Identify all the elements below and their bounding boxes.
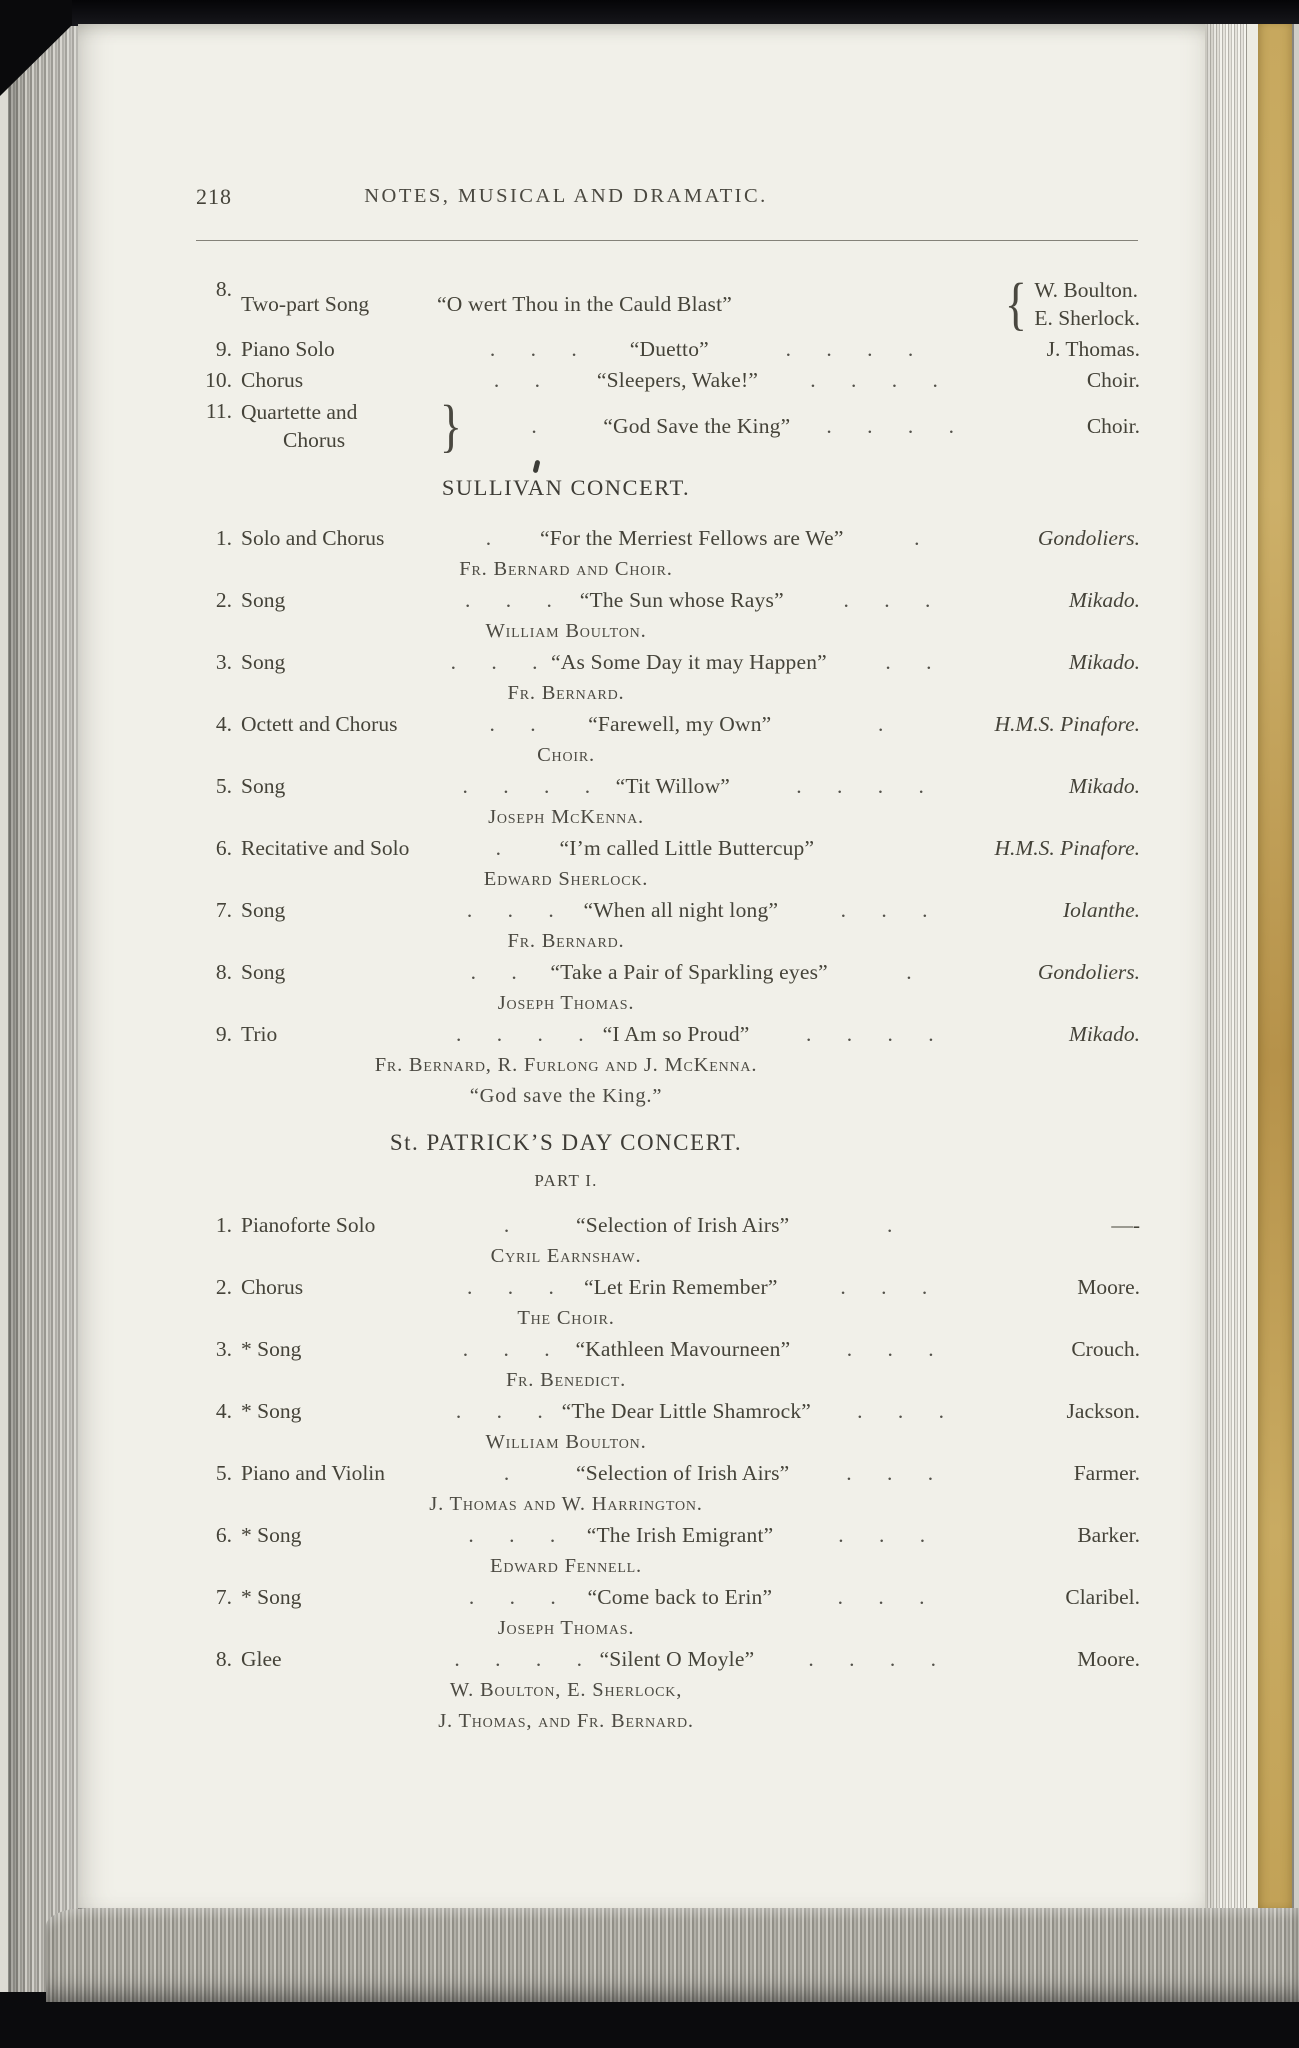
page-header <box>196 184 1140 214</box>
dot-leader: . . <box>885 650 932 674</box>
item-source: —- <box>1111 1213 1140 1237</box>
dot-leader: . . . <box>468 1523 556 1547</box>
item-title: “Sleepers, Wake!” <box>596 368 759 392</box>
program-item <box>196 957 1140 988</box>
item-kind: Solo and Chorus <box>241 526 385 550</box>
program-item <box>196 1272 1140 1303</box>
dot-leader: . . . <box>450 650 538 674</box>
item-source: Mikado. <box>1068 588 1140 612</box>
book-cover-top <box>0 0 1299 26</box>
dot-leader: . . . <box>464 588 552 612</box>
item-kind: Song <box>241 898 286 922</box>
dot-leader: . <box>503 1213 510 1237</box>
item-title: “Kathleen Mavourneen” <box>575 1337 791 1361</box>
page-number: 218 <box>196 184 232 209</box>
dot-leader: . . . . <box>456 1022 584 1046</box>
book-cover-bottom <box>0 2002 1299 2048</box>
program-item <box>196 895 1140 926</box>
item-kind: * Song <box>241 1399 302 1423</box>
dot-leader: . <box>914 526 920 550</box>
program-item <box>196 833 1140 864</box>
dot-leader: . . <box>493 368 541 392</box>
program-item <box>196 709 1140 740</box>
item-title: “Silent O Moyle” <box>599 1647 755 1671</box>
item-number: 8. <box>215 277 232 301</box>
dot-leader: . . . <box>838 1523 926 1547</box>
ink-smudge <box>533 460 541 474</box>
dot-leader: . . . <box>843 588 931 612</box>
program-item <box>196 1582 1140 1613</box>
performer-line: William Boulton. <box>485 1431 647 1453</box>
dot-leader: . . . <box>846 1337 934 1361</box>
brace-glyph: { <box>1005 271 1028 336</box>
item-source: Claribel. <box>1065 1585 1140 1609</box>
program-item <box>196 647 1140 678</box>
performer-line: Fr. Bernard. <box>507 682 625 704</box>
concert-heading <box>196 1126 936 1160</box>
item-number: 10. <box>205 368 232 392</box>
dot-leader: . <box>887 1213 893 1237</box>
part-heading: PART I. <box>534 1171 598 1190</box>
item-kind: Pianoforte Solo <box>241 1213 376 1237</box>
performer-line: Choir. <box>537 744 595 766</box>
dot-leader: . <box>878 712 884 736</box>
concert-programme <box>196 271 1140 1737</box>
item-number: 9. <box>215 337 232 361</box>
item-number: 3. <box>215 1337 232 1361</box>
item-source: Barker. <box>1077 1523 1140 1547</box>
performer-brace-group <box>1002 271 1140 336</box>
item-number: 2. <box>215 588 232 612</box>
item-title: “Come back to Erin” <box>587 1585 773 1609</box>
dot-leader: . <box>531 414 537 438</box>
concert-heading-text: SULLIVAN CONCERT. <box>441 475 691 500</box>
item-title: “The Sun whose Rays” <box>579 588 784 612</box>
item-number: 6. <box>215 836 232 860</box>
program-item <box>196 271 1140 336</box>
dot-leader: . . . <box>840 1275 928 1299</box>
item-source: Moore. <box>1077 1275 1140 1299</box>
item-source: Farmer. <box>1073 1461 1140 1485</box>
item-kind: Piano Solo <box>241 337 335 361</box>
item-source: Gondoliers. <box>1037 526 1140 550</box>
program-item <box>196 1210 1140 1241</box>
item-title: “Let Erin Remember” <box>583 1275 778 1299</box>
program-item <box>196 1644 1140 1675</box>
program-item <box>196 393 1140 458</box>
performer-line: W. Boulton. <box>1034 278 1139 302</box>
item-number: 11. <box>205 399 232 423</box>
item-kind: Chorus <box>241 368 304 392</box>
item-number: 1. <box>215 1213 232 1237</box>
item-source: Choir. <box>1086 368 1140 392</box>
item-number: 4. <box>215 712 232 736</box>
item-kind: Song <box>241 650 286 674</box>
book-board-edge <box>1292 24 1299 1908</box>
brace-glyph: } <box>439 393 463 458</box>
item-title: “For the Merriest Fellows are We” <box>539 526 844 550</box>
performer-line: Joseph Thomas. <box>497 992 635 1014</box>
dot-leader: . . . . <box>810 368 938 392</box>
stacked-page-edges-bottom <box>46 1908 1299 2004</box>
dot-leader: . . . <box>846 1461 934 1485</box>
item-kind: Glee <box>241 1647 282 1671</box>
stacked-page-edges-right <box>1205 24 1246 1908</box>
performer-line: William Boulton. <box>485 620 647 642</box>
page-edge-left-sliver <box>0 26 8 1992</box>
performer-line: Fr. Benedict. <box>505 1369 627 1391</box>
item-kind: Octett and Chorus <box>241 712 398 736</box>
performer-line: Joseph McKenna. <box>488 806 644 828</box>
dot-leader: . . . <box>467 1275 554 1299</box>
item-number: 5. <box>215 774 232 798</box>
item-title: “As Some Day it may Happen” <box>551 650 827 674</box>
finale-line: “God save the King.” <box>469 1085 663 1107</box>
item-number: 5. <box>215 1461 232 1485</box>
dot-leader: . . . . <box>808 1647 936 1671</box>
item-kind: Trio <box>241 1022 278 1046</box>
item-kind-line: Chorus <box>283 428 346 452</box>
item-number: 1. <box>215 526 232 550</box>
program-item <box>196 1334 1140 1365</box>
item-title: “Tit Willow” <box>615 774 731 798</box>
dot-leader: . . . . <box>785 337 914 361</box>
dot-leader: . . . . <box>454 1647 583 1671</box>
concert-heading-text: St. PATRICK’S DAY CONCERT. <box>389 1130 743 1155</box>
dot-leader: . . . <box>489 337 577 361</box>
dot-leader: . . . . <box>826 414 954 438</box>
dot-leader: . <box>485 526 492 550</box>
item-title: “I Am so Proud” <box>602 1022 750 1046</box>
item-title: “The Dear Little Shamrock” <box>561 1399 812 1423</box>
item-title: “Selection of Irish Airs” <box>576 1213 790 1237</box>
stacked-page-edges-left <box>8 26 78 1992</box>
item-kind <box>241 398 437 454</box>
item-title: “Farewell, my Own” <box>588 712 772 736</box>
item-source: Choir. <box>1086 413 1140 438</box>
concert-heading <box>196 472 936 503</box>
performer-line: Fr. Bernard and Choir. <box>459 558 673 580</box>
dot-leader: . . . <box>840 898 928 922</box>
dot-leader: . . . . <box>796 774 924 798</box>
item-number: 2. <box>215 1275 232 1299</box>
item-source: Mikado. <box>1068 1022 1140 1046</box>
dot-leader: . <box>906 960 912 984</box>
dot-leader: . <box>503 1461 510 1485</box>
item-title: “Selection of Irish Airs” <box>576 1461 790 1485</box>
item-title: “God Save the King” <box>603 413 791 438</box>
program-item <box>196 1019 1140 1050</box>
item-title: “I’m called Little Buttercup” <box>559 836 815 860</box>
performer-line: W. Boulton, E. Sherlock, <box>449 1679 683 1701</box>
item-kind: Recitative and Solo <box>241 836 410 860</box>
item-kind: Song <box>241 588 286 612</box>
performer-line: The Choir. <box>517 1307 615 1329</box>
performer-line: E. Sherlock. <box>1034 306 1140 330</box>
item-title: “O wert Thou in the Cauld Blast” <box>437 291 733 316</box>
program-item <box>196 523 1140 554</box>
program-item <box>196 1396 1140 1427</box>
item-kind-line: Quartette and <box>241 400 358 424</box>
item-number: 4. <box>215 1399 232 1423</box>
dot-leader: . . . . <box>805 1022 934 1046</box>
item-kind: * Song <box>241 1523 302 1547</box>
item-source: Gondoliers. <box>1037 960 1140 984</box>
item-source: Mikado. <box>1068 774 1140 798</box>
program-item <box>196 1520 1140 1551</box>
dot-leader: . <box>495 836 501 860</box>
item-title: “The Irish Emigrant” <box>586 1523 774 1547</box>
item-number: 7. <box>215 1585 232 1609</box>
performer-line: Joseph Thomas. <box>497 1617 635 1639</box>
item-source: H.M.S. Pinafore. <box>994 836 1140 860</box>
item-source: J. Thomas. <box>1046 337 1140 361</box>
performer-names <box>1030 276 1140 332</box>
item-source: Jackson. <box>1066 1399 1140 1423</box>
item-number: 6. <box>215 1523 232 1547</box>
dot-leader: . . . <box>857 1399 944 1423</box>
performer-line: Edward Sherlock. <box>483 868 649 890</box>
dot-leader: . . . <box>468 1585 556 1609</box>
item-source: H.M.S. Pinafore. <box>994 712 1140 736</box>
dot-leader: . . . <box>837 1585 925 1609</box>
item-kind: Song <box>241 774 286 798</box>
item-source: Crouch. <box>1071 1337 1140 1361</box>
item-number: 8. <box>215 1647 232 1671</box>
program-item <box>196 585 1140 616</box>
item-title: “Duetto” <box>629 337 709 361</box>
performer-line: Edward Fennell. <box>490 1555 642 1577</box>
program-item <box>196 771 1140 802</box>
item-source: Mikado. <box>1068 650 1140 674</box>
item-source: Iolanthe. <box>1062 898 1140 922</box>
program-item <box>196 1458 1140 1489</box>
item-number: 9. <box>215 1022 232 1046</box>
performer-line: J. Thomas, and Fr. Bernard. <box>438 1710 694 1732</box>
dot-leader: . . <box>489 712 536 736</box>
tanned-page-edge <box>1258 24 1292 1908</box>
item-title: “Take a Pair of Sparkling eyes” <box>550 960 828 984</box>
dot-leader: . . . <box>466 898 554 922</box>
dot-leader: . . . . <box>462 774 591 798</box>
header-rule <box>196 240 1138 241</box>
item-kind: * Song <box>241 1337 302 1361</box>
performer-line: J. Thomas and W. Harrington. <box>429 1493 703 1515</box>
dot-leader: . . . <box>455 1399 543 1423</box>
item-kind: Piano and Violin <box>241 1461 386 1485</box>
dot-leader: . . . <box>462 1337 550 1361</box>
program-item <box>196 334 1140 365</box>
item-title: “When all night long” <box>583 898 779 922</box>
item-kind: Two-part Song <box>241 291 370 316</box>
item-kind: Song <box>241 960 286 984</box>
item-number: 3. <box>215 650 232 674</box>
item-source: Moore. <box>1077 1647 1140 1671</box>
item-number: 8. <box>215 960 232 984</box>
program-item <box>196 365 1140 396</box>
book-page <box>78 24 1205 1908</box>
dot-leader: . . <box>470 960 517 984</box>
performer-line: Fr. Bernard. <box>507 930 625 952</box>
running-title: NOTES, MUSICAL AND DRAMATIC. <box>364 185 768 207</box>
performer-line: Fr. Bernard, R. Furlong and J. McKenna. <box>374 1054 758 1076</box>
item-kind: * Song <box>241 1585 302 1609</box>
item-number: 7. <box>215 898 232 922</box>
performer-line: Cyril Earnshaw. <box>490 1245 642 1267</box>
item-kind: Chorus <box>241 1275 304 1299</box>
